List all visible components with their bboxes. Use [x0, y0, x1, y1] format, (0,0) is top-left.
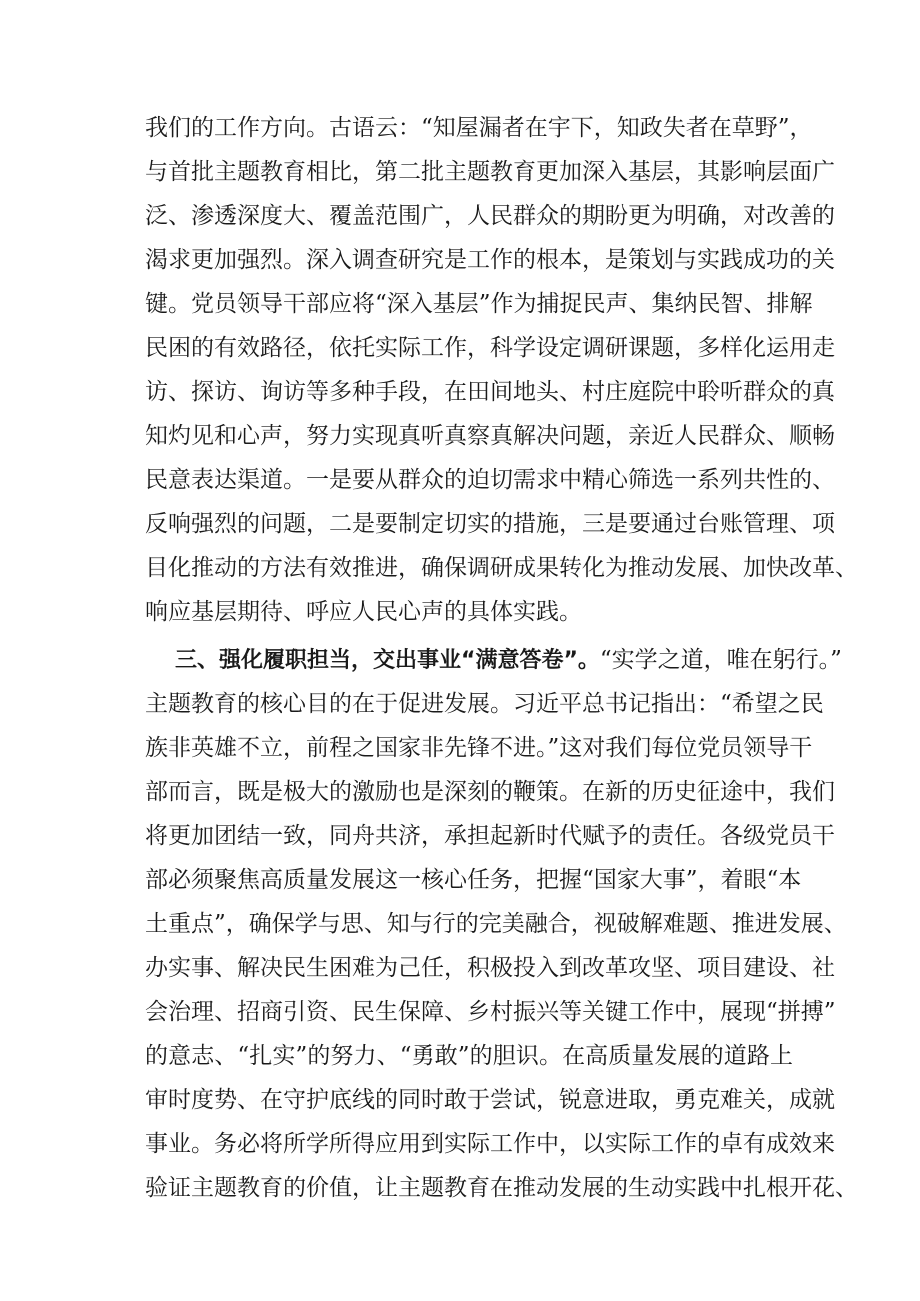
text-line: 我们的工作方向。古语云：“知屋漏者在宇下，知政失者在草野”， — [145, 115, 813, 141]
text-line: 审时度势、在守护底线的同时敢于尝试，锐意进取，勇克难关，成就 — [145, 1087, 835, 1113]
section-heading-line — [145, 638, 842, 682]
text-line: 验证主题教育的价值，让主题教育在推动发展的生动实践中扎根开花、 — [145, 1175, 858, 1201]
section-heading: 三、强化履职担当，交出事业“满意答卷”。 — [175, 648, 600, 673]
document-page — [145, 106, 858, 1210]
text-line: 知灼见和心声，努力实现真听真察真解决问题，亲近人民群众、顺畅 — [145, 423, 835, 449]
text-line: 键。党员领导干部应将“深入基层”作为捕捉民声、集纳民智、排解 — [145, 291, 813, 317]
text-line: 民意表达渠道。一是要从群众的迫切需求中精心筛选一系列共性的、 — [145, 467, 835, 493]
quote-text: “实学之道，唯在躬行。” — [599, 647, 842, 673]
text-line: 响应基层期待、呼应人民心声的具体实践。 — [145, 599, 582, 625]
text-line: 办实事、解决民生困难为己任，积极投入到改革攻坚、项目建设、社 — [145, 955, 835, 981]
text-line: 部必须聚焦高质量发展这一核心任务，把握“国家大事”，着眼“本 — [145, 867, 802, 893]
text-line: 渴求更加强烈。深入调查研究是工作的根本，是策划与实践成功的关 — [145, 247, 835, 273]
text-line: 会治理、招商引资、民生保障、乡村振兴等关键工作中，展现“拼搏” — [145, 999, 836, 1025]
text-line: 民困的有效路径，依托实际工作，科学设定调研课题，多样化运用走 — [145, 335, 835, 361]
text-line: 与首批主题教育相比，第二批主题教育更加深入基层，其影响层面广 — [145, 159, 835, 185]
text-line: 反响强烈的问题，二是要制定切实的措施，三是要通过台账管理、项 — [145, 511, 835, 537]
text-line: 部而言，既是极大的激励也是深刻的鞭策。在新的历史征途中，我们 — [145, 779, 835, 805]
text-line: 族非英雄不立，前程之国家非先锋不进。”这对我们每位党员领导干 — [145, 735, 813, 761]
text-line: 泛、渗透深度大、覆盖范围广，人民群众的期盼更为明确，对改善的 — [145, 203, 835, 229]
section-three — [145, 638, 858, 1210]
paragraph-field-research — [145, 106, 858, 634]
text-line: 土重点”，确保学与思、知与行的完美融合，视破解难题、推进发展、 — [145, 911, 847, 937]
text-line: 将更加团结一致，同舟共济，承担起新时代赋予的责任。各级党员干 — [145, 823, 835, 849]
text-line: 目化推动的方法有效推进，确保调研成果转化为推动发展、加快改革、 — [145, 555, 858, 581]
text-line: 事业。务必将所学所得应用到实际工作中，以实际工作的卓有成效来 — [145, 1131, 835, 1157]
text-line: 的意志、“扎实”的努力、“勇敢”的胆识。在高质量发展的道路上 — [145, 1043, 793, 1069]
text-line: 访、探访、询访等多种手段，在田间地头、村庄庭院中聆听群众的真 — [145, 379, 835, 405]
text-line: 主题教育的核心目的在于促进发展。习近平总书记指出：“希望之民 — [145, 691, 824, 717]
